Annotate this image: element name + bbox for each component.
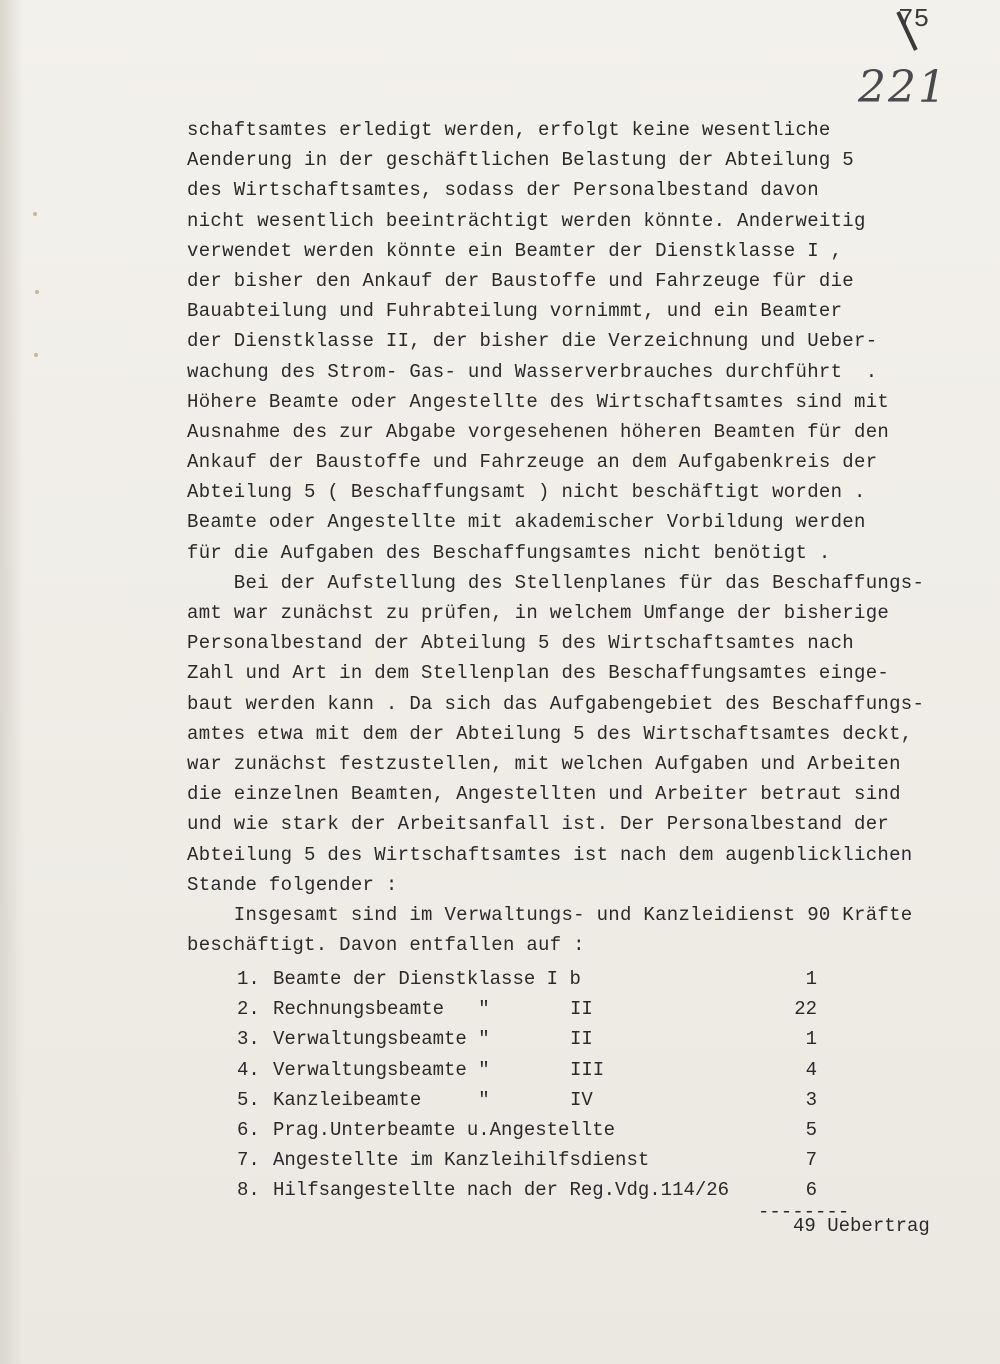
body-text [187, 115, 977, 960]
item-label: Rechnungsbeamte " [273, 998, 490, 1021]
text-line: schaftsamtes erledigt werden, erfolgt keine wesentliche [187, 119, 831, 141]
folio-number-handwritten: 221 [858, 62, 948, 113]
item-label: Verwaltungsbeamte " [273, 1058, 490, 1081]
item-count: 4 [805, 1058, 817, 1081]
carry-over-total: 49 Uebertrag [793, 1215, 930, 1237]
list-item [237, 1055, 957, 1085]
list-item [237, 1145, 957, 1175]
item-count: 5 [805, 1118, 817, 1141]
item-count: 1 [805, 1028, 817, 1051]
text-line: amt war zunächst zu prüfen, in welchem Umfange der bisherige [187, 602, 890, 624]
item-number: 3. [237, 1028, 260, 1051]
item-number: 1. [237, 968, 260, 990]
item-count: 22 [794, 998, 817, 1021]
item-label: Kanzleibeamte " [273, 1088, 490, 1111]
item-label: Hilfsangestellte nach der Reg.Vdg.114/26 [273, 1179, 730, 1202]
text-line: Aenderung in der geschäftlichen Belastung der Abteilung 5 [187, 149, 855, 172]
text-line: Stande folgender : [187, 873, 398, 896]
text-line: Abteilung 5 ( Beschaffungsamt ) nicht beschäftigt worden . [187, 481, 866, 504]
punch-mark [35, 290, 39, 294]
item-label: Verwaltungsbeamte " [273, 1028, 490, 1051]
text-line: amtes etwa mit dem der Abteilung 5 des Wirtschaftsamtes deckt, [187, 722, 913, 745]
item-class: II [570, 998, 593, 1021]
item-count: 7 [805, 1149, 817, 1172]
text-line: verwendet werden könnte ein Beamter der Dienstklasse I , [187, 239, 843, 262]
text-line: Bei der Aufstellung des Stellenplanes für das Beschaffungs- [187, 571, 925, 594]
text-line: der Dienstklasse II, der bisher die Verzeichnung und Ueber- [187, 330, 878, 353]
text-line: die einzelnen Beamten, Angestellten und Arbeiter betraut sind [187, 783, 901, 806]
item-number: 6. [237, 1118, 260, 1141]
staff-list [237, 964, 957, 1206]
sum-separator: -------- [758, 1201, 850, 1223]
item-class: III [570, 1058, 605, 1081]
list-item [237, 964, 957, 994]
item-number: 5. [237, 1088, 260, 1111]
text-line: Ausnahme des zur Abgabe vorgesehenen höheren Beamten für den [187, 420, 890, 443]
item-number: 8. [237, 1179, 260, 1202]
text-line: für die Aufgaben des Beschaffungsamtes nicht benötigt . [187, 541, 831, 564]
text-line: beschäftigt. Davon entfallen auf : [187, 934, 585, 957]
text-line: Höhere Beamte oder Angestellte des Wirtschaftsamtes sind mit [187, 390, 890, 413]
text-line: nicht wesentlich beeinträchtigt werden könnte. Anderweitig [187, 209, 866, 232]
text-line: baut werden kann . Da sich das Aufgabengebiet des Beschaffungs- [187, 692, 925, 715]
text-line: Beamte oder Angestellte mit akademischer Vorbildung werden [187, 511, 866, 534]
item-class: II [570, 1028, 593, 1051]
punch-mark [34, 353, 38, 357]
text-line: Ankauf der Baustoffe und Fahrzeuge an dem Aufgabenkreis der [187, 451, 878, 474]
list-item [237, 1085, 957, 1115]
folio-number-typed: 75 [898, 4, 930, 34]
text-line: war zunächst festzustellen, mit welchen Aufgaben und Arbeiten [187, 752, 901, 775]
item-class: IV [570, 1088, 593, 1111]
item-count: 6 [805, 1179, 817, 1202]
list-item [237, 1115, 957, 1145]
text-line: Personalbestand der Abteilung 5 des Wirtschaftsamtes nach [187, 632, 855, 655]
text-line: des Wirtschaftsamtes, sodass der Personalbestand davon [187, 179, 819, 202]
item-label: Angestellte im Kanzleihilfsdienst [273, 1149, 650, 1172]
item-label: Beamte der Dienstklasse I b [273, 968, 581, 990]
item-label: Prag.Unterbeamte u.Angestellte [273, 1118, 616, 1141]
text-line: Insgesamt sind im Verwaltungs- und Kanzleidienst 90 Kräfte [187, 903, 913, 926]
text-line: Bauabteilung und Fuhrabteilung vornimmt, und ein Beamter [187, 300, 843, 323]
text-line: Zahl und Art in dem Stellenplan des Beschaffungsamtes einge- [187, 662, 890, 685]
text-line: Abteilung 5 des Wirtschaftsamtes ist nach dem augenblicklichen [187, 843, 913, 866]
item-number: 7. [237, 1149, 260, 1172]
list-item [237, 994, 957, 1024]
item-count: 3 [805, 1088, 817, 1111]
item-number: 2. [237, 998, 260, 1021]
page-edge-shadow [0, 0, 24, 1364]
text-line: und wie stark der Arbeitsanfall ist. Der Personalbestand der [187, 813, 890, 836]
punch-mark [33, 212, 37, 216]
text-line: der bisher den Ankauf der Baustoffe und Fahrzeuge für die [187, 269, 855, 292]
list-item [237, 1024, 957, 1054]
item-count: 1 [805, 968, 817, 990]
text-line: wachung des Strom- Gas- und Wasserverbrauches durchführt . [187, 360, 878, 383]
item-number: 4. [237, 1058, 260, 1081]
